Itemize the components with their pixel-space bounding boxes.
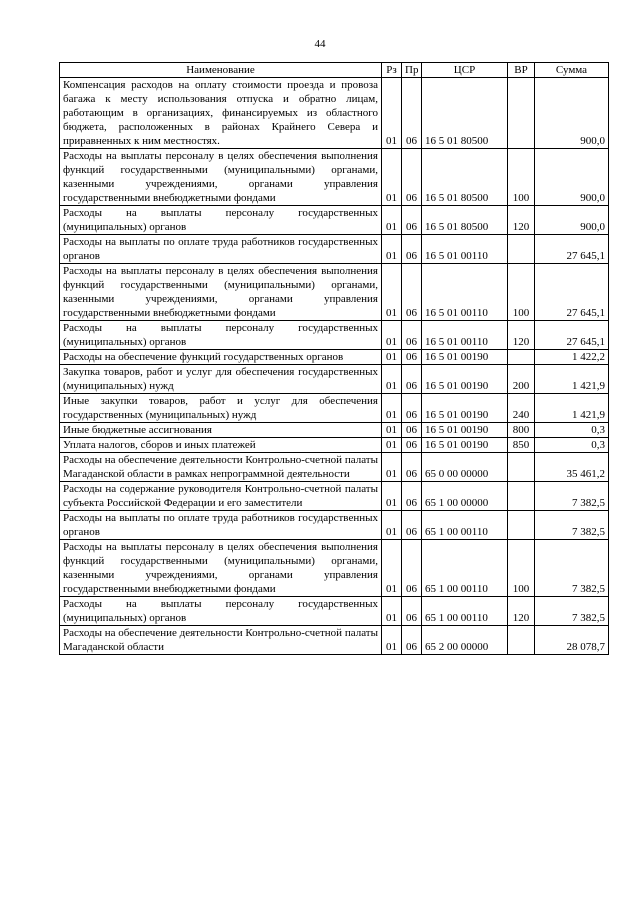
table-row (60, 264, 609, 321)
cell-name: Расходы на содержание руководителя Контрольно-счетной палаты субъекта Российской Федерации и его заместители (60, 482, 382, 511)
cell-pr: 06 (402, 626, 422, 655)
table-row (60, 321, 609, 350)
cell-sum: 27 645,1 (535, 264, 609, 321)
cell-vr: 120 (508, 597, 535, 626)
cell-pr: 06 (402, 540, 422, 597)
cell-sum: 28 078,7 (535, 626, 609, 655)
cell-rz: 01 (382, 149, 402, 206)
cell-name: Расходы на обеспечение деятельности Контрольно-счетной палаты Магаданской области в рамках непрограммной деятельности (60, 453, 382, 482)
cell-csr: 16 5 01 00110 (422, 264, 508, 321)
cell-pr: 06 (402, 206, 422, 235)
table-row (60, 78, 609, 149)
cell-rz: 01 (382, 511, 402, 540)
cell-name: Расходы на выплаты персоналу государственных (муниципальных) органов (60, 597, 382, 626)
cell-name: Уплата налогов, сборов и иных платежей (60, 438, 382, 453)
cell-vr: 100 (508, 540, 535, 597)
table-row (60, 350, 609, 365)
cell-csr: 65 1 00 00110 (422, 540, 508, 597)
cell-csr: 65 0 00 00000 (422, 453, 508, 482)
cell-pr: 06 (402, 423, 422, 438)
table-row (60, 626, 609, 655)
cell-sum: 27 645,1 (535, 235, 609, 264)
cell-pr: 06 (402, 511, 422, 540)
cell-sum: 900,0 (535, 78, 609, 149)
cell-csr: 16 5 01 00190 (422, 350, 508, 365)
table-row (60, 453, 609, 482)
column-header-vr: ВР (508, 63, 535, 78)
page-number: 44 (314, 38, 326, 50)
cell-pr: 06 (402, 438, 422, 453)
cell-vr (508, 78, 535, 149)
cell-pr: 06 (402, 321, 422, 350)
table-row (60, 206, 609, 235)
cell-name: Расходы на выплаты персоналу государственных (муниципальных) органов (60, 321, 382, 350)
cell-csr: 16 5 01 00190 (422, 423, 508, 438)
cell-sum: 7 382,5 (535, 511, 609, 540)
cell-pr: 06 (402, 350, 422, 365)
cell-sum: 900,0 (535, 206, 609, 235)
cell-name: Расходы на выплаты по оплате труда работников государственных органов (60, 511, 382, 540)
table-row (60, 365, 609, 394)
cell-csr: 65 2 00 00000 (422, 626, 508, 655)
cell-name: Закупка товаров, работ и услуг для обеспечения государственных (муниципальных) нужд (60, 365, 382, 394)
cell-vr: 120 (508, 206, 535, 235)
cell-rz: 01 (382, 321, 402, 350)
cell-csr: 65 1 00 00110 (422, 511, 508, 540)
table-row (60, 235, 609, 264)
cell-pr: 06 (402, 597, 422, 626)
cell-name: Расходы на выплаты персоналу в целях обеспечения выполнения функций государственными (муниципальными) органами, казенными учреждениями, органами управления государственными внебюджетными фондами (60, 149, 382, 206)
cell-rz: 01 (382, 597, 402, 626)
cell-name: Расходы на обеспечение функций государственных органов (60, 350, 382, 365)
cell-vr: 100 (508, 149, 535, 206)
cell-pr: 06 (402, 78, 422, 149)
cell-csr: 16 5 01 00110 (422, 321, 508, 350)
table-row (60, 438, 609, 453)
cell-csr: 16 5 01 80500 (422, 206, 508, 235)
cell-rz: 01 (382, 626, 402, 655)
cell-rz: 01 (382, 394, 402, 423)
cell-sum: 7 382,5 (535, 597, 609, 626)
cell-sum: 1 421,9 (535, 394, 609, 423)
table-row (60, 482, 609, 511)
cell-csr: 16 5 01 00190 (422, 438, 508, 453)
cell-rz: 01 (382, 453, 402, 482)
cell-rz: 01 (382, 235, 402, 264)
cell-pr: 06 (402, 264, 422, 321)
cell-rz: 01 (382, 78, 402, 149)
cell-csr: 16 5 01 00190 (422, 365, 508, 394)
cell-rz: 01 (382, 482, 402, 511)
cell-rz: 01 (382, 350, 402, 365)
cell-sum: 27 645,1 (535, 321, 609, 350)
cell-csr: 65 1 00 00110 (422, 597, 508, 626)
table-row (60, 511, 609, 540)
cell-sum: 35 461,2 (535, 453, 609, 482)
cell-name: Иные бюджетные ассигнования (60, 423, 382, 438)
cell-vr: 800 (508, 423, 535, 438)
cell-sum: 7 382,5 (535, 540, 609, 597)
budget-table (59, 62, 609, 655)
cell-csr: 16 5 01 80500 (422, 149, 508, 206)
cell-vr (508, 350, 535, 365)
cell-pr: 06 (402, 149, 422, 206)
cell-name: Расходы на обеспечение деятельности Контрольно-счетной палаты Магаданской области (60, 626, 382, 655)
table-row (60, 149, 609, 206)
cell-csr: 16 5 01 00190 (422, 394, 508, 423)
cell-sum: 0,3 (535, 423, 609, 438)
cell-pr: 06 (402, 453, 422, 482)
cell-name: Расходы на выплаты персоналу в целях обеспечения выполнения функций государственными (муниципальными) органами, казенными учреждениями, органами управления государственными внебюджетными фондами (60, 540, 382, 597)
cell-sum: 1 421,9 (535, 365, 609, 394)
cell-pr: 06 (402, 394, 422, 423)
cell-pr: 06 (402, 482, 422, 511)
cell-sum: 7 382,5 (535, 482, 609, 511)
table-row (60, 394, 609, 423)
cell-vr: 100 (508, 264, 535, 321)
cell-rz: 01 (382, 540, 402, 597)
cell-name: Иные закупки товаров, работ и услуг для обеспечения государственных (муниципальных) нужд (60, 394, 382, 423)
cell-csr: 16 5 01 80500 (422, 78, 508, 149)
column-header-csr: ЦСР (422, 63, 508, 78)
cell-vr (508, 453, 535, 482)
cell-vr: 240 (508, 394, 535, 423)
cell-csr: 16 5 01 00110 (422, 235, 508, 264)
column-header-sum: Сумма (535, 63, 609, 78)
cell-rz: 01 (382, 438, 402, 453)
cell-name: Расходы на выплаты по оплате труда работников государственных органов (60, 235, 382, 264)
column-header-rz: Рз (382, 63, 402, 78)
cell-name: Расходы на выплаты персоналу в целях обеспечения выполнения функций государственными (муниципальными) органами, казенными учреждениями, органами управления государственными внебюджетными фондами (60, 264, 382, 321)
cell-pr: 06 (402, 235, 422, 264)
column-header-pr: Пр (402, 63, 422, 78)
cell-vr (508, 626, 535, 655)
column-header-name: Наименование (60, 63, 382, 78)
cell-rz: 01 (382, 365, 402, 394)
cell-vr: 120 (508, 321, 535, 350)
cell-vr (508, 482, 535, 511)
cell-sum: 1 422,2 (535, 350, 609, 365)
cell-name: Расходы на выплаты персоналу государственных (муниципальных) органов (60, 206, 382, 235)
cell-csr: 65 1 00 00000 (422, 482, 508, 511)
cell-pr: 06 (402, 365, 422, 394)
cell-vr: 200 (508, 365, 535, 394)
cell-name: Компенсация расходов на оплату стоимости проезда и провоза багажа к месту использования отпуска и обратно лицам, работающим в организациях, финансируемых из областного бюджета, расположенных в районах Крайнего Севера и приравненных к ним местностях. (60, 78, 382, 149)
table-row (60, 423, 609, 438)
cell-sum: 0,3 (535, 438, 609, 453)
cell-rz: 01 (382, 264, 402, 321)
cell-sum: 900,0 (535, 149, 609, 206)
cell-rz: 01 (382, 206, 402, 235)
cell-vr (508, 511, 535, 540)
cell-rz: 01 (382, 423, 402, 438)
table-header-row (60, 63, 609, 78)
cell-vr: 850 (508, 438, 535, 453)
table-row (60, 540, 609, 597)
cell-vr (508, 235, 535, 264)
table-row (60, 597, 609, 626)
